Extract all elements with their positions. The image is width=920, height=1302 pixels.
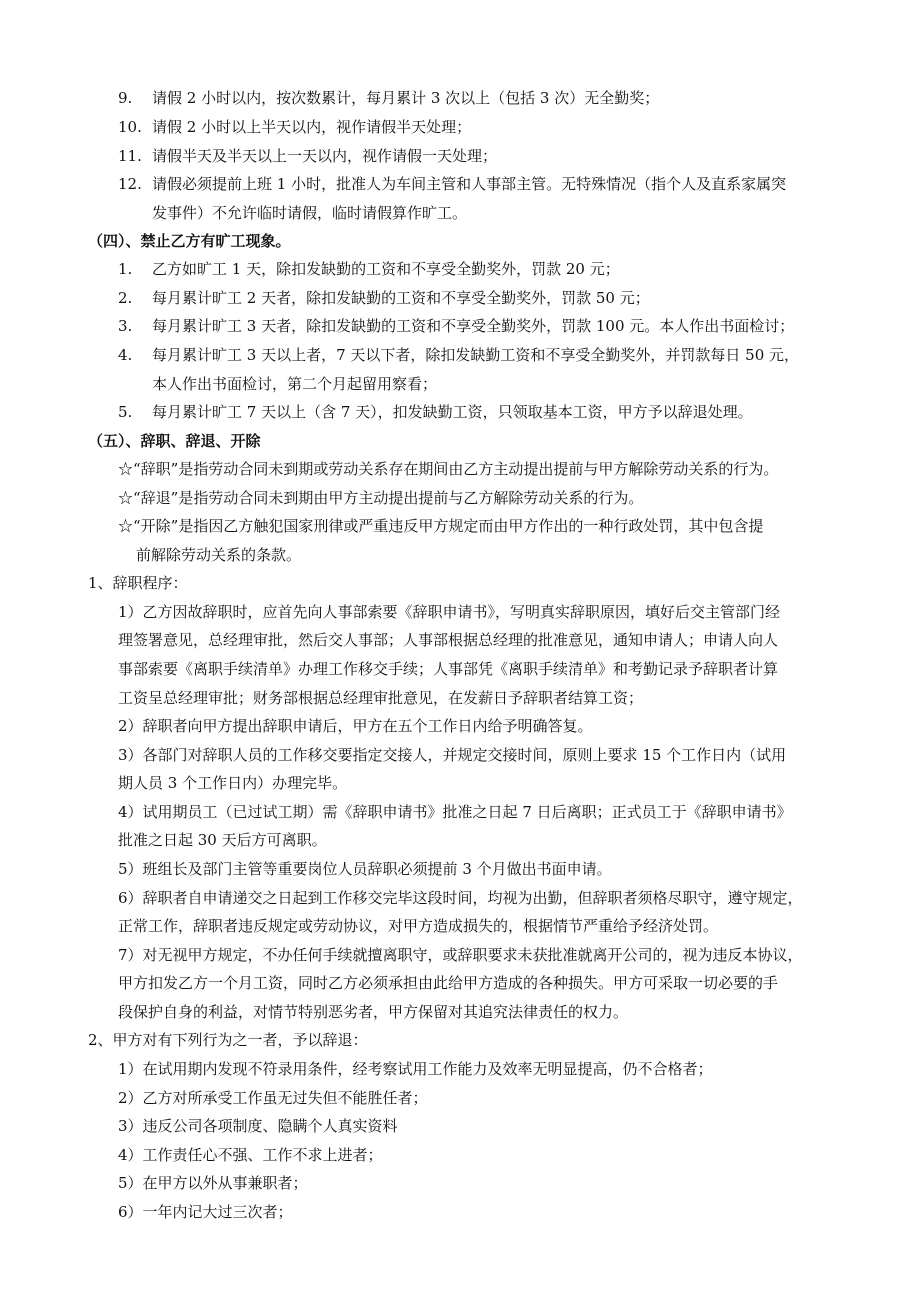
item-number: 5.: [118, 403, 133, 421]
paragraph-text: 2）辞职者向甲方提出辞职申请后，甲方在五个工作日内给予明确答复。: [118, 717, 593, 735]
item-number: 2.: [118, 289, 133, 307]
paragraph-text: 事部索要《离职手续清单》办理工作移交手续；人事部凭《离职手续清单》和考勤记录予辞职者计算: [118, 660, 779, 678]
definition-text: 前解除劳动关系的条款。: [136, 546, 302, 564]
item-number: 1.: [118, 260, 133, 278]
paragraph-text: 正常工作，辞职者违反规定或劳动协议，对甲方造成损失的，根据情节严重给予经济处罚。: [118, 917, 719, 935]
item-text: 请假必须提前上班 1 小时，批准人为车间主管和人事部主管。无特殊情况（指个人及直系家属突: [152, 175, 787, 193]
definition-text: ☆“辞退”是指劳动合同未到期由甲方主动提出提前与乙方解除劳动关系的行为。: [118, 489, 644, 507]
paragraph-text: 段保护自身的利益，对情节特别恶劣者，甲方保留对其追究法律责任的权力。: [118, 1003, 629, 1021]
subsection-heading: 1、辞职程序：: [88, 574, 188, 592]
item-number: 4.: [118, 346, 133, 364]
item-text: 请假 2 小时以上半天以内，视作请假半天处理；: [152, 118, 472, 136]
item-text: 每月累计旷工 7 天以上（含 7 天），扣发缺勤工资，只领取基本工资，甲方予以辞退处理。: [152, 403, 753, 421]
list-text: 1）在试用期内发现不符录用条件，经考察试用工作能力及效率无明显提高，仍不合格者；: [118, 1060, 713, 1078]
item-text: 请假 2 小时以内，按次数累计，每月累计 3 次以上（包括 3 次）无全勤奖；: [152, 89, 660, 107]
list-text: 6）一年内记大过三次者；: [118, 1203, 293, 1221]
item-text: 每月累计旷工 3 天者，除扣发缺勤的工资和不享受全勤奖外，罚款 100 元。本人作出书面检讨；: [152, 317, 795, 335]
item-text: 请假半天及半天以上一天以内，视作请假一天处理；: [152, 147, 498, 165]
item-text: 乙方如旷工 1 天，除扣发缺勤的工资和不享受全勤奖外，罚款 20 元；: [152, 260, 620, 278]
paragraph-text: 6）辞职者自申请递交之日起到工作移交完毕这段时间，均视为出勤，但辞职者须格尽职守，遵守规定，: [118, 889, 803, 907]
definition-text: ☆“开除”是指因乙方触犯国家刑律或严重违反甲方规定而由甲方作出的一种行政处罚，其中包含提: [118, 517, 764, 535]
paragraph-text: 4）试用期员工（已过试工期）需《辞职申请书》批准之日起 7 日后离职；正式员工于《辞职申请书》: [118, 803, 792, 821]
list-text: 4）工作责任心不强、工作不求上进者；: [118, 1146, 383, 1164]
list-text: 5）在甲方以外从事兼职者；: [118, 1174, 308, 1192]
paragraph-text: 工资呈总经理审批；财务部根据总经理审批意见，在发薪日予辞职者结算工资；: [118, 689, 644, 707]
section-heading: （五）、辞职、辞退、开除: [88, 432, 261, 450]
paragraph-text: 5）班组长及部门主管等重要岗位人员辞职必须提前 3 个月做出书面申请。: [118, 860, 612, 878]
list-text: 2）乙方对所承受工作虽无过失但不能胜任者；: [118, 1089, 428, 1107]
paragraph-text: 期人员 3 个工作日内）办理完毕。: [118, 774, 348, 792]
paragraph-text: 7）对无视甲方规定，不办任何手续就擅离职守，或辞职要求未获批准就离开公司的，视为违反本协议，: [118, 946, 803, 964]
item-number: 9.: [118, 89, 133, 107]
item-text: 发事件）不允许临时请假，临时请假算作旷工。: [152, 204, 468, 222]
item-text: 每月累计旷工 3 天以上者，7 天以下者，除扣发缺勤工资和不享受全勤奖外，并罚款每日 50 元，: [152, 346, 800, 364]
paragraph-text: 甲方扣发乙方一个月工资，同时乙方必须承担由此给甲方造成的各种损失。甲方可采取一切必要的手: [118, 974, 779, 992]
section-heading: （四）、禁止乙方有旷工现象。: [88, 232, 291, 250]
definition-text: ☆“辞职”是指劳动合同未到期或劳动关系存在期间由乙方主动提出提前与甲方解除劳动关系的行为。: [118, 460, 779, 478]
item-number: 12.: [118, 175, 142, 193]
item-number: 10.: [118, 118, 142, 136]
item-number: 11.: [118, 147, 142, 165]
item-number: 3.: [118, 317, 133, 335]
paragraph-text: 理签署意见，总经理审批，然后交人事部；人事部根据总经理的批准意见，通知申请人；申请人向人: [118, 631, 779, 649]
item-text: 本人作出书面检讨，第二个月起留用察看；: [152, 375, 438, 393]
list-text: 3）违反公司各项制度、隐瞒个人真实资料: [118, 1117, 398, 1135]
item-text: 每月累计旷工 2 天者，除扣发缺勤的工资和不享受全勤奖外，罚款 50 元；: [152, 289, 650, 307]
paragraph-text: 3）各部门对辞职人员的工作移交要指定交接人，并规定交接时间，原则上要求 15 个工作日内（试用: [118, 746, 787, 764]
paragraph-text: 批准之日起 30 天后方可离职。: [118, 831, 327, 849]
subsection-heading: 2、甲方对有下列行为之一者，予以辞退：: [88, 1031, 368, 1049]
paragraph-text: 1）乙方因故辞职时，应首先向人事部索要《辞职申请书》，写明真实辞职原因，填好后交主管部门经: [118, 603, 781, 621]
